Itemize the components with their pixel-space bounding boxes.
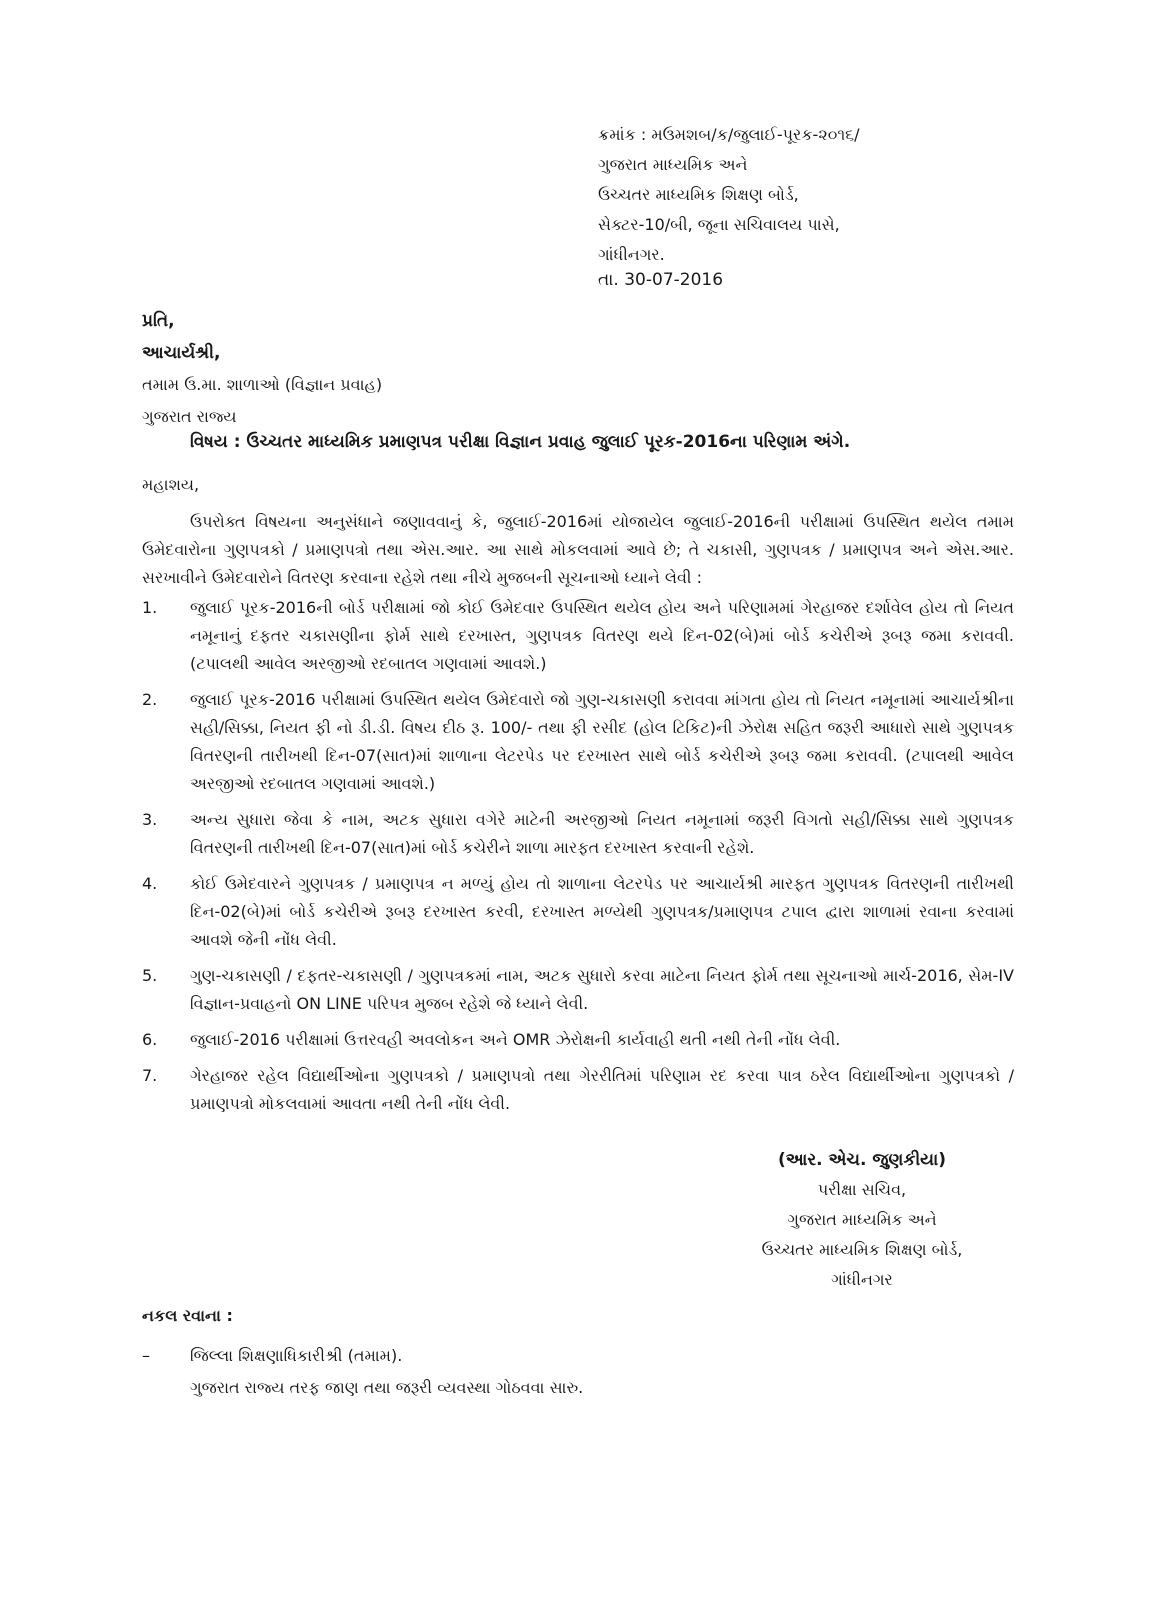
- office-address-line: સેક્ટર-10/બી, જૂના સચિવાલય પાસે,: [598, 215, 840, 234]
- signature-block: [712, 1145, 1012, 1295]
- copy-to-block: [142, 1300, 1002, 1404]
- reference-number: ક્રમાંક : મઉમશબ/ક/જુલાઈ-પૂરક-૨૦૧૬/: [598, 125, 860, 144]
- list-item-text: જુલાઈ પૂરક-2016ની બોર્ડ પરીક્ષામાં જો કોઈ ઉમેદવાર ઉપસ્થિત થયેલ હોય અને પરિણામમાં ગેરહાજર દર્શાવેલ હોય તો નિયત નમૂનાનું દફતર ચકાસણીના ફોર્મ સાથે દરખાસ્ત, ગુણપત્રક વિતરણ થયે દિન-02(બે)માં બોર્ડ કચેરીએ રૂબરૂ જમા કરાવવી. (ટપાલથી આવેલ અરજીઓ રદબાતલ ગણવામાં આવશે.): [190, 598, 1014, 673]
- list-item-number: 4.: [142, 874, 158, 893]
- list-item-text: કોઈ ઉમેદવારને ગુણપત્રક / પ્રમાણપત્ર ન મળ્યું હોય તો શાળાના લેટરપેડ પર આચાર્યશ્રી મારફત ગુણપત્રક વિતરણની તારીખથી દિન-02(બે)માં બોર્ડ કચેરીએ રૂબરૂ દરખાસ્ત કરવી, દરખાસ્ત મળ્યેથી ગુણપત્રક/પ્રમાણપત્ર ટપાલ દ્વારા શાળામાં રવાના કરવામાં આવશે જેની નોંધ લેવી.: [190, 874, 1014, 949]
- list-item-text: ગેરહાજર રહેલ વિદ્યાર્થીઓના ગુણપત્રકો / પ્રમાણપત્રો તથા ગેરરીતિમાં પરિણામ રદ કરવા પાત્ર ઠરેલ વિદ્યાર્થીઓના ગુણપત્રકો / પ્રમાણપત્રો મોકલવામાં આવતા નથી તેની નોંધ લેવી.: [190, 1066, 1014, 1113]
- list-item-text: જુલાઈ પૂરક-2016 પરીક્ષામાં ઉપસ્થિત થયેલ ઉમેદવારો જો ગુણ-ચકાસણી કરાવવા માંગતા હોય તો નિયત નમૂનામાં આચાર્યશ્રીના સહી/સિક્કા, નિયત ફી નો ડી.ડી. વિષય દીઠ રૂ. 100/- તથા ફી રસીદ (હોલ ટિકિટ)ની ઝેરોક્ષ સહિત જરૂરી આધારો સાથે ગુણપત્રક વિતરણની તારીખથી દિન-07(સાત)માં શાળાના લેટરપેડ પર દરખાસ્ત સાથે બોર્ડ કચેરીએ રૂબરૂ જમા કરાવવી. (ટપાલથી આવેલ અરજીઓ રદબાતલ ગણવામાં આવશે.): [190, 690, 1014, 793]
- signatory-line: ગાંધીનગર: [831, 1270, 893, 1289]
- intro-paragraph: ઉપરોક્ત વિષયના અનુસંધાને જણાવવાનું કે, જુલાઈ-2016માં યોજાયેલ જુલાઈ-2016ની પરીક્ષામાં ઉપસ્થિત થયેલ તમામ ઉમેદવારોના ગુણપત્રકો / પ્રમાણપત્રો તથા એસ.આર. આ સાથે મોકલવામાં આવે છે; તે ચકાસી, ગુણપત્રક / પ્રમાણપત્ર અને એસ.આર. સરખાવીને ઉમેદવારોને વિતરણ કરવાના રહેશે તથા નીચે મુજબની સૂચનાઓ ધ્યાને લેવી :: [142, 512, 1014, 587]
- subject-line: વિષય : ઉચ્ચતર માધ્યમિક પ્રમાણપત્ર પરીક્ષા વિજ્ઞાન પ્રવાહ જુલાઈ પૂરક-2016ના પરિણામ અંગે.: [190, 432, 851, 452]
- list-item: [142, 594, 1014, 678]
- signatory-line: ગુજરાત માધ્યમિક અને: [787, 1210, 937, 1229]
- letter-date: તા. 30-07-2016: [598, 270, 724, 290]
- list-item-number: 2.: [142, 690, 158, 709]
- list-item-text: ગુણ-ચકાસણી / દફતર-ચકાસણી / ગુણપત્રકમાં નામ, અટક સુધારો કરવા માટેના નિયત ફોર્મ તથા સૂચનાઓ માર્ચ-2016, સેમ-IV વિજ્ઞાન-પ્રવાહનો ON LINE પરિપત્ર મુજબ રહેશે જે ધ્યાને લેવી.: [190, 966, 1014, 1013]
- instruction-list: [142, 594, 1014, 1118]
- recipient-title: આચાર્યશ્રી,: [142, 343, 221, 363]
- list-item-number: 7.: [142, 1066, 158, 1085]
- copy-dash: –: [142, 1346, 150, 1365]
- list-item-number: 6.: [142, 1030, 158, 1049]
- list-item-number: 3.: [142, 810, 158, 829]
- salutation: મહાશય,: [142, 475, 200, 494]
- list-item: [142, 962, 1014, 1018]
- copy-recipient: [142, 1340, 1002, 1372]
- office-address-line: ગુજરાત માધ્યમિક અને: [598, 155, 748, 174]
- list-item-number: 1.: [142, 598, 158, 617]
- list-item-number: 5.: [142, 966, 158, 985]
- copy-note: [142, 1372, 1002, 1404]
- recipient-to: પ્રતિ,: [142, 311, 175, 331]
- list-item: [142, 1062, 1014, 1118]
- recipient-block: [142, 305, 842, 433]
- copy-heading: નકલ રવાના :: [142, 1306, 233, 1325]
- copy-line: જિલ્લા શિક્ષણાધિકારીશ્રી (તમામ).: [190, 1346, 403, 1365]
- recipient-line: તમામ ઉ.મા. શાળાઓ (વિજ્ઞાન પ્રવાહ): [142, 375, 383, 394]
- list-item-text: જુલાઈ-2016 પરીક્ષામાં ઉત્તરવહી અવલોકન અને OMR ઝેરોક્ષની કાર્યવાહી થતી નથી તેની નોંધ લેવી.: [190, 1030, 841, 1049]
- list-item-text: અન્ય સુધારા જેવા કે નામ, અટક સુધારા વગેરે માટેની અરજીઓ નિયત નમૂનામાં જરૂરી વિગતો સહી/સિક્કા સાથે ગુણપત્રક વિતરણની તારીખથી દિન-07(સાત)માં બોર્ડ કચેરીને શાળા મારફત દરખાસ્ત કરવાની રહેશે.: [190, 810, 1014, 857]
- list-item: [142, 806, 1014, 862]
- reference-block: [598, 120, 1118, 270]
- office-address-line: ઉચ્ચતર માધ્યમિક શિક્ષણ બોર્ડ,: [598, 185, 799, 204]
- signatory-line: ઉચ્ચતર માધ્યમિક શિક્ષણ બોર્ડ,: [761, 1240, 963, 1259]
- list-item: [142, 870, 1014, 954]
- copy-line: ગુજરાત રાજ્ય તરફ જાણ તથા જરૂરી વ્યવસ્થા ગોઠવવા સારુ.: [190, 1378, 584, 1397]
- list-item: [142, 1026, 1014, 1054]
- signatory-line: પરીક્ષા સચિવ,: [817, 1180, 907, 1199]
- recipient-line: ગુજરાત રાજ્ય: [142, 407, 237, 426]
- signatory-name: (આર. એચ. જુણકીયા): [777, 1150, 947, 1170]
- office-address-line: ગાંધીનગર.: [598, 245, 665, 264]
- list-item: [142, 686, 1014, 798]
